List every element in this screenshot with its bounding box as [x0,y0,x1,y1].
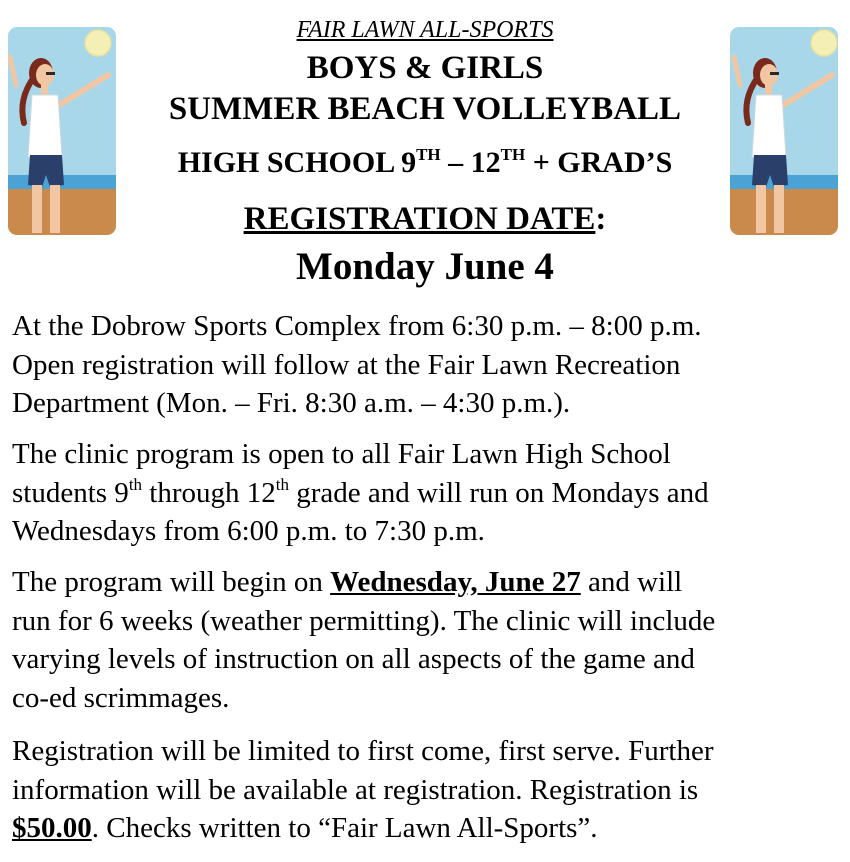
paragraph-line: The clinic program is open to all Fair Lawn High School [12,438,671,470]
fee-paragraph [12,732,842,848]
registration-date-heading [0,200,850,238]
grade-suffix: + GRAD’S [525,146,673,179]
ordinal-suffix: th [128,474,143,494]
paragraph-line: Open registration will follow at the Fair Lawn Recreation [12,348,681,381]
start-date-highlight: Wednesday, June 27 [330,566,581,598]
registration-date: Monday June 4 [296,245,554,288]
location-paragraph [12,307,842,423]
paragraph-line: Registration will be limited to first come, first serve. Further [12,735,714,767]
eligibility-paragraph [12,435,842,551]
text-segment: grade and will run on Mondays and [289,476,709,509]
grade-range-title [0,145,850,181]
title-line-1: BOYS & GIRLS [306,50,544,86]
grade-mid: – 12 [440,146,501,179]
schedule-paragraph [12,563,842,717]
text-segment: and will [580,566,683,598]
text-segment: through 12 [142,476,276,509]
registration-date-label: REGISTRATION DATE [243,201,596,237]
paragraph-line: information will be available at registration. Registration is [12,773,699,806]
registration-fee: $50.00 [12,812,92,844]
title-line-2: SUMMER BEACH VOLLEYBALL [168,91,682,127]
organization-name: FAIR LAWN ALL-SPORTS [296,17,554,43]
text-segment: students 9 [12,476,129,509]
paragraph-line: varying levels of instruction on all aspects of the game and [12,643,695,675]
registration-date-colon: : [595,201,607,237]
text-segment: The program will begin on [12,566,331,598]
paragraph-line: run for 6 weeks (weather permitting). The clinic will include [12,604,716,637]
paragraph-line [12,809,842,848]
paragraph-line [12,563,842,602]
grade-prefix: HIGH SCHOOL 9 [177,146,417,179]
paragraph-line: co-ed scrimmages. [12,681,230,714]
grade-sup-1: TH [416,145,441,164]
paragraph-line: Department (Mon. – Fri. 8:30 a.m. – 4:30 p.m.). [12,387,571,419]
text-segment: . Checks written to “Fair Lawn All-Sports”. [91,812,598,844]
paragraph-line [12,474,842,513]
ordinal-suffix: th [275,474,289,494]
paragraph-line: Wednesdays from 6:00 p.m. to 7:30 p.m. [12,515,485,547]
grade-sup-2: TH [500,145,526,164]
paragraph-line: At the Dobrow Sports Complex from 6:30 p.m. – 8:00 p.m. [12,310,702,342]
